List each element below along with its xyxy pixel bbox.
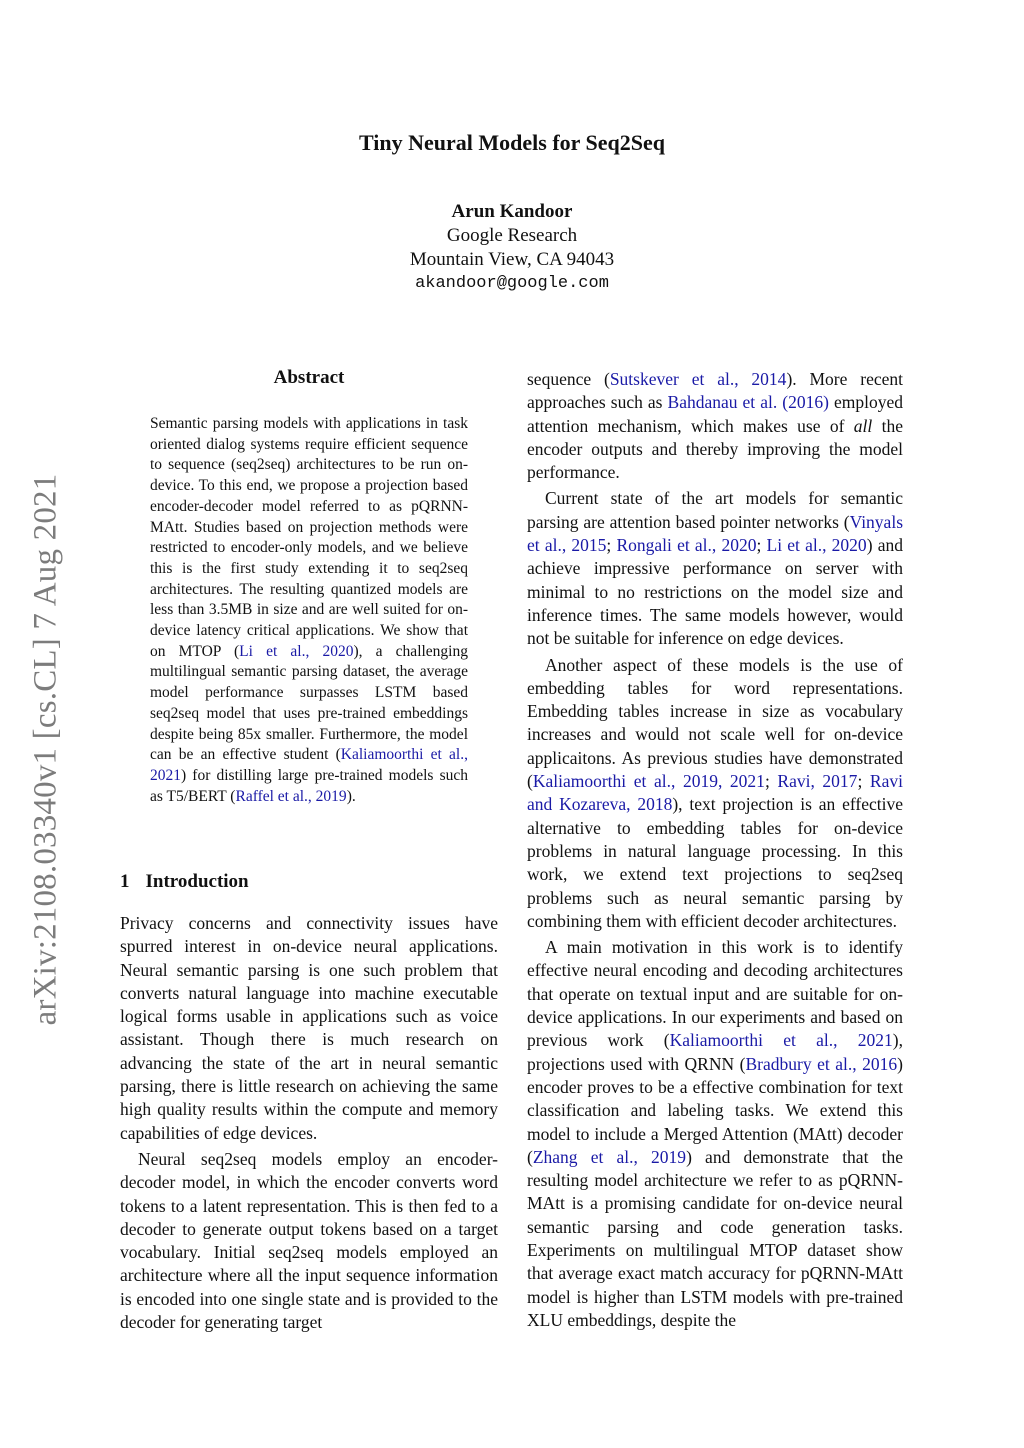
paragraph-embeddings bbox=[527, 654, 903, 934]
section-number: 1 bbox=[120, 871, 130, 892]
arxiv-identifier-text: arXiv:2108.03340v1 [cs.CL] 7 Aug 2021 bbox=[27, 473, 64, 1025]
author-name: Arun Kandoor bbox=[451, 201, 573, 222]
citation-link[interactable]: Kaliamoorthi et al., 2019, 2021 bbox=[532, 771, 765, 792]
arxiv-identifier bbox=[24, 458, 68, 1040]
abstract-text-run: ) for distilling large pre-trained models such as T5/BERT ( bbox=[150, 766, 468, 805]
text-run: ) encoder proves to be a effective combination for text classification and labeling tasks. We extend this model to include a Merged Attention (MAtt) decoder ( bbox=[527, 1053, 903, 1167]
author-address: Mountain View, CA 94043 bbox=[409, 249, 615, 270]
citation-link[interactable]: Sutskever et al., 2014 bbox=[609, 369, 787, 389]
citation-link[interactable]: Bahdanau et al. (2016) bbox=[667, 392, 829, 413]
text-run: sequence ( bbox=[527, 369, 610, 389]
text-run: ). More recent approaches such as bbox=[527, 369, 904, 413]
intro-paragraph-1: Privacy concerns and connectivity issues have spurred interest in on-device neural applications. Neural semantic parsing is one such problem that converts natural language into machine executable logical forms usable in applications such as voice assistant. Though there is much research on advancing the state of the art in neural semantic parsing, there is little research on achieving the same high quality results within the compute and memory capabilities of edge devices. bbox=[120, 913, 498, 1143]
text-run: employed attention mechanism, which makes use of bbox=[527, 392, 903, 436]
citation-link[interactable]: Raffel et al., 2019 bbox=[235, 787, 347, 805]
text-run: ), text projection is an effective alternative to embedding tables for on-device problems in natural language processing. In this work, we extend text projections to seq2seq problems such as neural semantic parsing by combining them with efficient decoder architectures. bbox=[527, 794, 903, 931]
citation-link[interactable]: Kaliamoorthi et al., 2021 bbox=[150, 746, 468, 784]
abstract-text-run: ). bbox=[346, 787, 356, 805]
text-run: ) and achieve impressive performance on server with minimal to no restrictions on the model size and inference times. The same models however, would not be suitable for inference on edge devices. bbox=[527, 535, 903, 649]
citation-link[interactable]: Li et al., 2020 bbox=[766, 535, 867, 556]
author-block bbox=[0, 200, 1024, 296]
section-title: Introduction bbox=[145, 871, 249, 892]
abstract-text-run: ), a challenging multilingual semantic parsing dataset, the average model performance surpasses LSTM based seq2seq model that uses pre-trained embeddings despite being 85x smaller. Furthermore, the model can be an effective student ( bbox=[150, 642, 468, 764]
author-email: akandoor@google.com bbox=[415, 274, 609, 293]
citation-link[interactable]: Kaliamoorthi et al., 2021 bbox=[669, 1030, 893, 1051]
text-run: ), projections used with QRNN ( bbox=[527, 1030, 903, 1074]
paragraph-sota bbox=[527, 487, 903, 650]
citation-link[interactable]: Rongali et al., 2020 bbox=[616, 535, 757, 556]
text-run: Another aspect of these models is the use of embedding tables for word representations. Embedding tables increase in size as vocabulary increases and would not scale well for on-device applicaitons. As previous studies have demonstrated ( bbox=[527, 654, 903, 792]
section-heading-introduction bbox=[120, 871, 249, 893]
text-run: ; bbox=[764, 771, 778, 792]
right-column-body bbox=[527, 368, 903, 1335]
abstract-heading: Abstract bbox=[273, 367, 345, 388]
paragraph-continuation bbox=[527, 368, 903, 484]
math-term: all bbox=[853, 415, 873, 436]
text-run: Current state of the art models for semantic parsing are attention based pointer networks ( bbox=[527, 488, 903, 532]
text-run: ) and demonstrate that the resulting model architecture we refer to as pQRNN-MAtt is a promising candidate for on-device neural semantic parsing and code generation tasks. Experiments on multilingual MTOP dataset show that average exact match accuracy for pQRNN-MAtt model is higher than LSTM models with pre-trained XLU embeddings, despite the bbox=[527, 1146, 903, 1330]
paragraph-motivation bbox=[527, 936, 903, 1332]
citation-link[interactable]: Bradbury et al., 2016 bbox=[745, 1053, 898, 1074]
citation-link[interactable]: Vinyals et al., 2015 bbox=[527, 511, 903, 556]
author-affiliation: Google Research bbox=[446, 225, 578, 246]
text-run: ; bbox=[857, 771, 870, 792]
text-run: ; bbox=[606, 535, 617, 556]
abstract-text-run: Semantic parsing models with applications in task oriented dialog systems require efficient sequence to sequence (seq2seq) architectures to be run on-device. To this end, we propose a projection based encoder-decoder model referred to as pQRNN-MAtt. Studies based on projection methods were restricted to encoder-only models, and we believe this is the first study extending it to seq2seq architectures. The resulting quantized models are less than 3.5MB in size and are well suited for on-device latency critical applications. We show that on MTOP ( bbox=[150, 415, 468, 660]
text-run: the encoder outputs and thereby improving the model performance. bbox=[527, 415, 903, 483]
intro-paragraph-2: Neural seq2seq models employ an encoder-decoder model, in which the encoder converts word tokens to a latent representation. This is then fed to a decoder to generate output tokens based on a target vocabulary. Initial seq2seq models employed an architecture where all the input sequence information is encoded into one single state and is provided to the decoder for generating target bbox=[120, 1148, 498, 1333]
paper-title: Tiny Neural Models for Seq2Seq bbox=[359, 130, 665, 155]
text-run: A main motivation in this work is to identify effective neural encoding and decoding architectures that operate on textual input and are suitable for on-device applications. In our experiments and based on previous work ( bbox=[527, 937, 903, 1051]
citation-link[interactable]: Ravi and Kozareva, 2018 bbox=[527, 771, 903, 815]
citation-link[interactable]: Ravi, 2017 bbox=[777, 771, 858, 792]
text-run: ; bbox=[756, 535, 767, 556]
citation-link[interactable]: Zhang et al., 2019 bbox=[532, 1146, 687, 1167]
left-column-body bbox=[120, 912, 498, 1337]
abstract-text bbox=[150, 414, 468, 807]
citation-link[interactable]: Li et al., 2020 bbox=[239, 642, 354, 660]
